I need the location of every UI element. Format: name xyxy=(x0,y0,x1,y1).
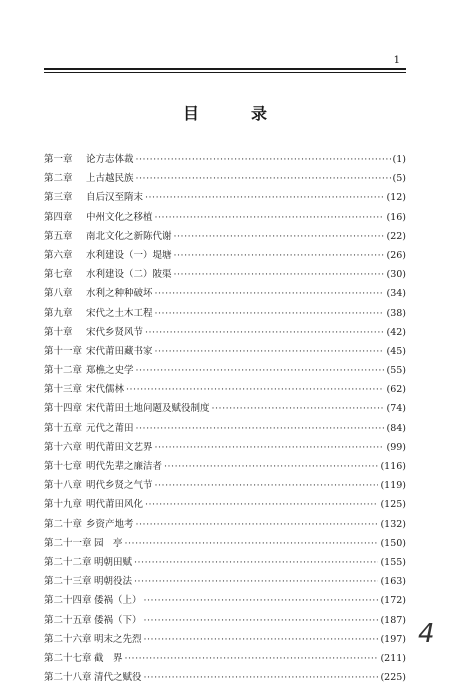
toc-page-number: (119) xyxy=(380,480,406,492)
toc-chapter-heading: 园 亭 xyxy=(94,537,123,549)
toc-list xyxy=(44,150,406,687)
toc-dot-leader xyxy=(155,304,385,323)
toc-dot-leader xyxy=(145,495,378,514)
toc-page-number: (99) xyxy=(386,441,406,453)
toc-chapter-number: 第十五章 xyxy=(44,422,83,434)
toc-chapter-number: 第十章 xyxy=(44,326,73,338)
toc-dot-leader xyxy=(155,342,385,361)
toc-dot-leader xyxy=(136,169,391,188)
toc-dot-leader xyxy=(136,150,391,169)
toc-dot-leader xyxy=(145,188,384,207)
toc-dot-leader xyxy=(155,476,379,495)
toc-dot-leader xyxy=(212,399,385,418)
toc-entry xyxy=(44,553,406,572)
toc-dot-leader xyxy=(174,246,385,265)
toc-entry xyxy=(44,323,406,342)
toc-chapter-heading: 上古越民族 xyxy=(86,173,134,185)
toc-page-number: (42) xyxy=(386,326,406,338)
toc-page-number: (16) xyxy=(386,211,406,223)
toc-dot-leader xyxy=(134,553,378,572)
toc-entry xyxy=(44,246,406,265)
toc-page-number: (30) xyxy=(386,269,406,281)
toc-entry xyxy=(44,515,406,534)
toc-chapter-heading: 自后汉至隋末 xyxy=(86,192,144,204)
toc-chapter-number: 第十七章 xyxy=(44,461,83,472)
toc-chapter-heading: 水利之种种破坏 xyxy=(86,288,153,300)
toc-page-number: (84) xyxy=(386,422,406,434)
toc-chapter-heading: 清代之赋役 xyxy=(94,672,142,684)
header-rule xyxy=(44,68,406,70)
toc-page-number: (163) xyxy=(380,576,406,588)
toc-page-number: (12) xyxy=(386,192,406,204)
toc-chapter-heading: 倭祸（下） xyxy=(94,614,142,626)
toc-entry xyxy=(44,534,406,553)
toc-chapter-heading: 明朝役法 xyxy=(94,576,133,588)
toc-dot-leader xyxy=(145,323,384,342)
toc-chapter-heading: 中州文化之移植 xyxy=(86,211,153,223)
toc-dot-leader xyxy=(136,515,379,534)
toc-page-number: (55) xyxy=(386,365,406,377)
toc-page-number: (225) xyxy=(380,672,406,684)
toc-entry xyxy=(44,668,406,687)
toc-chapter-number: 第二十三章 xyxy=(44,576,92,588)
toc-chapter-number: 第二十一章 xyxy=(44,537,92,549)
toc-chapter-number: 第十一章 xyxy=(44,345,83,357)
toc-chapter-heading: 南北文化之新陈代谢 xyxy=(86,230,172,242)
toc-entry xyxy=(44,591,406,610)
toc-entry xyxy=(44,169,406,188)
toc-chapter-number: 第二十七章 xyxy=(44,652,92,664)
toc-chapter-number: 第八章 xyxy=(44,288,73,300)
toc-dot-leader xyxy=(164,457,378,476)
toc-page-number: (1) xyxy=(392,154,406,165)
toc-page-number: (26) xyxy=(386,249,406,261)
toc-chapter-heading: 截 界 xyxy=(94,652,123,664)
toc-chapter-number: 第十三章 xyxy=(44,384,83,396)
toc-entry xyxy=(44,476,406,495)
toc-title: 目 录 xyxy=(182,104,285,123)
toc-chapter-number: 第五章 xyxy=(44,230,73,242)
toc-page-number: (155) xyxy=(380,556,406,568)
toc-chapter-heading: 倭祸（上） xyxy=(94,595,142,607)
toc-entry xyxy=(44,188,406,207)
toc-page-number: (211) xyxy=(380,652,406,664)
toc-chapter-number: 第十六章 xyxy=(44,441,83,453)
toc-chapter-heading: 郑樵之史学 xyxy=(86,365,134,377)
toc-page-number: (62) xyxy=(386,384,406,396)
toc-chapter-heading: 宋代乡贤风节 xyxy=(86,326,144,338)
toc-chapter-number: 第十二章 xyxy=(44,365,83,377)
toc-entry xyxy=(44,265,406,284)
header-rule-thin xyxy=(44,72,406,73)
toc-chapter-heading: 水利建设（一）堤塘 xyxy=(86,249,172,261)
toc-dot-leader xyxy=(155,208,385,227)
toc-page-number: (172) xyxy=(380,595,406,607)
toc-chapter-number: 第七章 xyxy=(44,269,73,281)
toc-chapter-heading: 宋代莆田藏书家 xyxy=(86,345,153,357)
toc-chapter-heading: 明朝田赋 xyxy=(94,556,133,568)
toc-chapter-heading: 明代先辈之廉洁者 xyxy=(86,461,163,472)
toc-chapter-number: 第三章 xyxy=(44,192,73,204)
toc-chapter-number: 第十九章 xyxy=(44,499,83,511)
toc-chapter-number: 第九章 xyxy=(44,307,73,319)
toc-page-number: (150) xyxy=(380,537,406,549)
page-number: 1 xyxy=(393,55,400,66)
toc-chapter-heading: 明代莆田文艺界 xyxy=(86,441,153,453)
toc-entry xyxy=(44,457,406,476)
toc-entry xyxy=(44,630,406,649)
toc-entry xyxy=(44,419,406,438)
toc-dot-leader xyxy=(125,534,379,553)
toc-dot-leader xyxy=(125,649,379,668)
handwritten-mark: 4 xyxy=(418,619,435,649)
toc-chapter-number: 第四章 xyxy=(44,211,73,223)
toc-entry xyxy=(44,361,406,380)
toc-dot-leader xyxy=(126,380,384,399)
toc-chapter-heading: 论方志体裁 xyxy=(86,154,134,165)
toc-chapter-number: 第十八章 xyxy=(44,480,83,492)
toc-dot-leader xyxy=(144,611,379,630)
toc-entry xyxy=(44,495,406,514)
toc-entry xyxy=(44,150,406,169)
toc-entry xyxy=(44,380,406,399)
toc-entry xyxy=(44,284,406,303)
toc-chapter-heading: 明末之先烈 xyxy=(94,633,142,645)
toc-dot-leader xyxy=(144,591,379,610)
toc-chapter-number: 第二十八章 xyxy=(44,672,92,684)
toc-entry xyxy=(44,304,406,323)
toc-entry xyxy=(44,399,406,418)
toc-chapter-number: 第二章 xyxy=(44,173,73,185)
toc-page-number: (38) xyxy=(386,307,406,319)
toc-page-number: (132) xyxy=(380,518,406,530)
toc-page-number: (45) xyxy=(386,345,406,357)
toc-dot-leader xyxy=(144,668,379,687)
toc-dot-leader xyxy=(134,572,378,591)
toc-chapter-number: 第二十六章 xyxy=(44,633,92,645)
toc-chapter-heading: 宋代之土木工程 xyxy=(86,307,153,319)
toc-entry xyxy=(44,572,406,591)
toc-dot-leader xyxy=(174,227,385,246)
toc-entry xyxy=(44,649,406,668)
toc-page-number: (125) xyxy=(380,499,406,511)
toc-chapter-heading: 明代乡贤之气节 xyxy=(86,480,153,492)
toc-chapter-number: 第一章 xyxy=(44,154,73,165)
toc-page-number: (22) xyxy=(386,230,406,242)
toc-entry xyxy=(44,227,406,246)
toc-dot-leader xyxy=(174,265,385,284)
toc-dot-leader xyxy=(136,361,385,380)
toc-page-number: (116) xyxy=(380,461,406,472)
toc-page-number: (187) xyxy=(380,614,406,626)
toc-dot-leader xyxy=(144,630,379,649)
toc-chapter-number: 第十四章 xyxy=(44,403,83,415)
toc-chapter-heading: 明代莆田风化 xyxy=(86,499,144,511)
toc-chapter-heading: 水利建设（二）陂渠 xyxy=(86,269,172,281)
toc-chapter-heading: 宋代儒林 xyxy=(86,384,125,396)
toc-chapter-heading: 元代之莆田 xyxy=(86,422,134,434)
toc-page-number: (74) xyxy=(386,403,406,415)
toc-chapter-number: 第二十四章 xyxy=(44,595,92,607)
toc-dot-leader xyxy=(155,284,385,303)
toc-entry xyxy=(44,611,406,630)
toc-entry xyxy=(44,342,406,361)
toc-page-number: (197) xyxy=(380,633,406,645)
toc-chapter-heading: 乡资产地考 xyxy=(86,518,134,530)
toc-entry xyxy=(44,208,406,227)
toc-dot-leader xyxy=(155,438,385,457)
toc-page-number: (34) xyxy=(386,288,406,300)
toc-chapter-number: 第二十二章 xyxy=(44,556,92,568)
toc-chapter-number: 第二十章 xyxy=(44,518,83,530)
toc-entry xyxy=(44,438,406,457)
toc-chapter-heading: 宋代莆田土地问题及赋役制度 xyxy=(86,403,210,415)
toc-dot-leader xyxy=(136,419,385,438)
toc-chapter-number: 第六章 xyxy=(44,249,73,261)
toc-page-number: (5) xyxy=(392,173,406,185)
toc-chapter-number: 第二十五章 xyxy=(44,614,92,626)
